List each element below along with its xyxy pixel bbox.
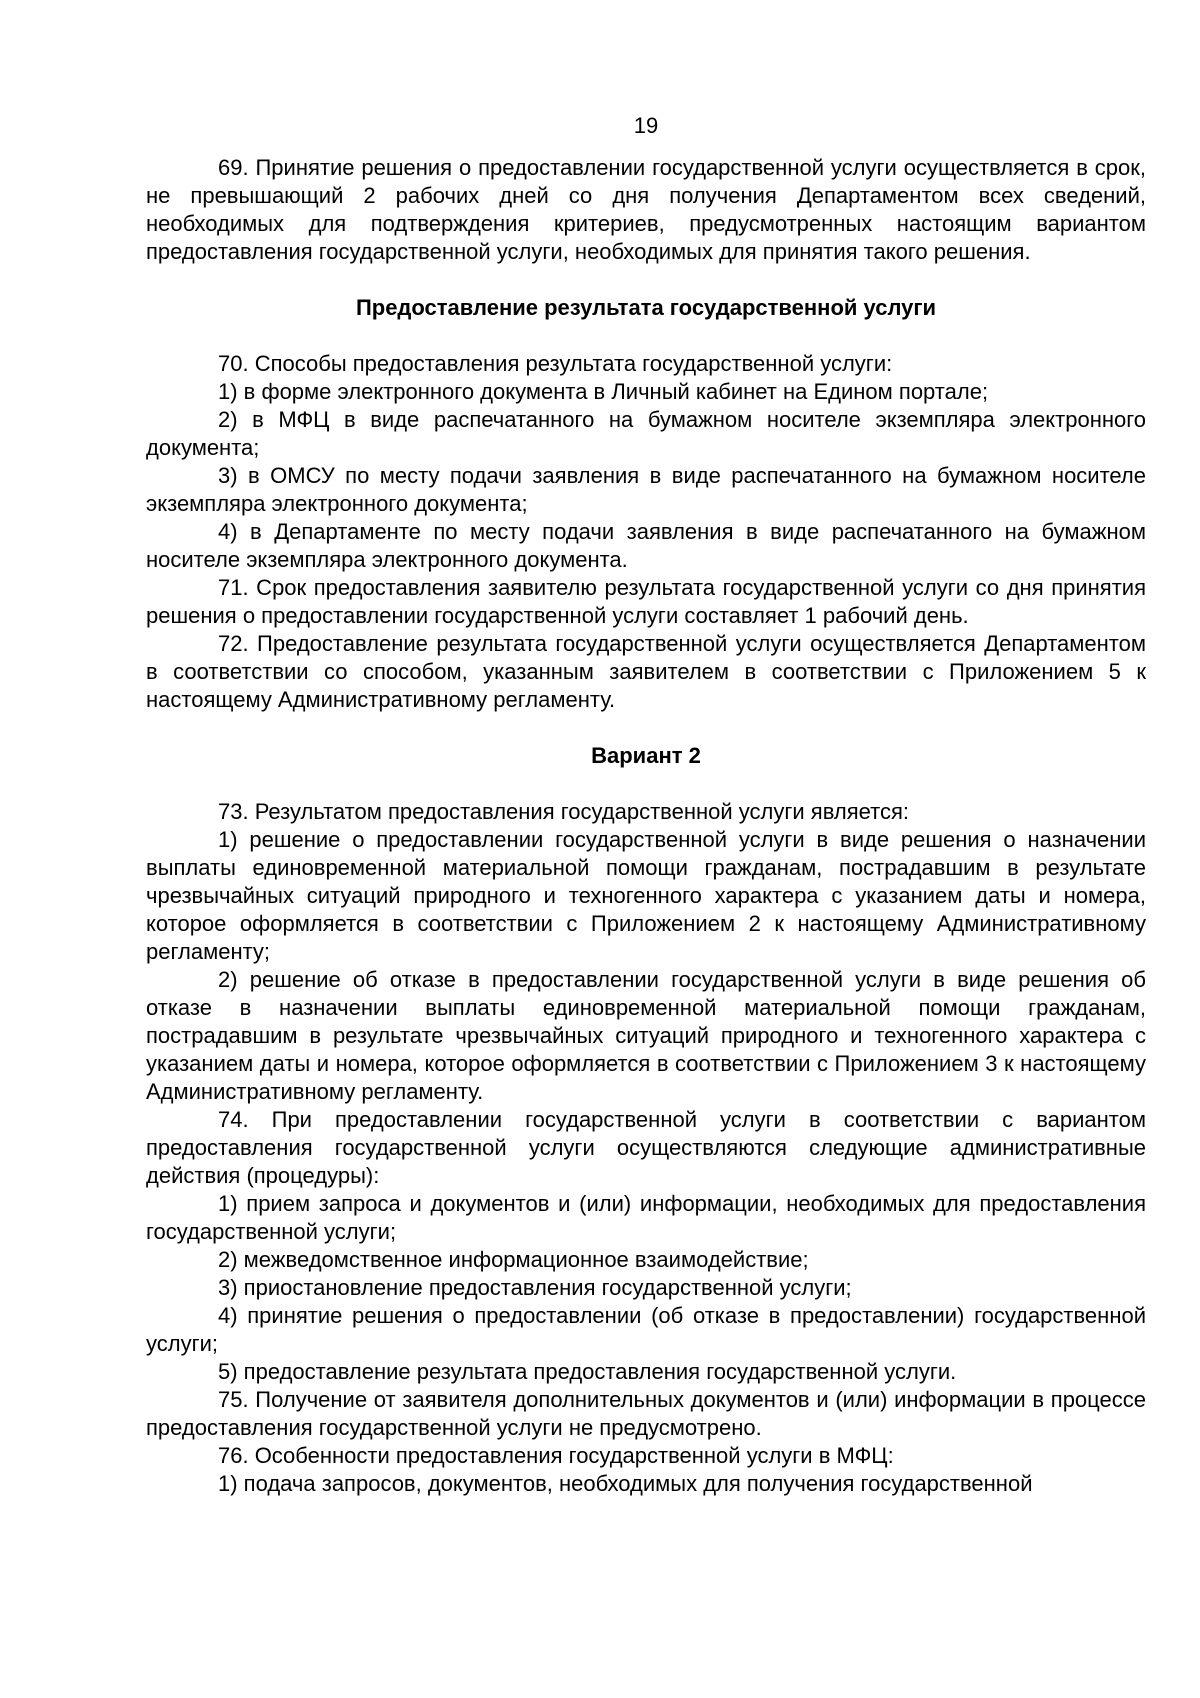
- list-item-73-2: 2) решение об отказе в предоставлении государственной услуги в виде решения об отказе в назначении выплаты единовременной материальной помощи гражданам, пострадавшим в результате чрезвычайных ситуаций природного и техногенного характера с указанием даты и номера, которое оформляется в соответствии с Приложением 3 к настоящему Административному регламенту.: [146, 967, 1146, 1104]
- list-item-70-4: 4) в Департаменте по месту подачи заявления в виде распечатанного на бумажном носителе экземпляра электронного документа.: [146, 519, 1146, 572]
- list-item-76-1: 1) подача запросов, документов, необходимых для получения государственной: [218, 1471, 1033, 1496]
- list-item-70-2: 2) в МФЦ в виде распечатанного на бумажном носителе экземпляра электронного документа;: [146, 407, 1146, 460]
- paragraph-71: 71. Срок предоставления заявителю результата государственной услуги со дня принятия решения о предоставлении государственной услуги составляет 1 рабочий день.: [146, 575, 1146, 628]
- list-item-74-2: 2) межведомственное информационное взаимодействие;: [218, 1247, 809, 1272]
- paragraph-69: 69. Принятие решения о предоставлении государственной услуги осуществляется в срок, не превышающий 2 рабочих дней со дня получения Департаментом всех сведений, необходимых для подтверждения критериев, предусмотренных настоящим вариантом предоставления государственной услуги, необходимых для принятия такого решения.: [146, 155, 1146, 264]
- list-item-74-1: 1) прием запроса и документов и (или) информации, необходимых для предоставления государственной услуги;: [146, 1191, 1146, 1244]
- list-item-74-5: 5) предоставление результата предоставления государственной услуги.: [218, 1359, 957, 1384]
- paragraph-76: 76. Особенности предоставления государственной услуги в МФЦ:: [218, 1443, 894, 1468]
- document-page: [146, 112, 1146, 1498]
- paragraph-72: 72. Предоставление результата государственной услуги осуществляется Департаментом в соответствии со способом, указанным заявителем в соответствии с Приложением 5 к настоящему Административному регламенту.: [146, 631, 1146, 712]
- section-heading-variant-2: Вариант 2: [591, 743, 701, 768]
- section-heading-result: Предоставление результата государственной услуги: [355, 295, 937, 320]
- paragraph-75: 75. Получение от заявителя дополнительных документов и (или) информации в процессе предоставления государственной услуги не предусмотрено.: [146, 1387, 1146, 1440]
- page-number: 19: [633, 113, 659, 138]
- list-item-74-4: 4) принятие решения о предоставлении (об отказе в предоставлении) государственной услуги;: [146, 1303, 1146, 1356]
- list-item-70-1: 1) в форме электронного документа в Личный кабинет на Едином портале;: [218, 379, 989, 404]
- paragraph-73: 73. Результатом предоставления государственной услуги является:: [218, 799, 909, 824]
- paragraph-74: 74. При предоставлении государственной услуги в соответствии с вариантом предоставления государственной услуги осуществляются следующие административные действия (процедуры):: [146, 1107, 1146, 1188]
- list-item-70-3: 3) в ОМСУ по месту подачи заявления в виде распечатанного на бумажном носителе экземпляра электронного документа;: [146, 463, 1146, 516]
- list-item-73-1: 1) решение о предоставлении государственной услуги в виде решения о назначении выплаты единовременной материальной помощи гражданам, пострадавшим в результате чрезвычайных ситуаций природного и техногенного характера с указанием даты и номера, которое оформляется в соответствии с Приложением 2 к настоящему Административному регламенту;: [146, 827, 1146, 964]
- list-item-74-3: 3) приостановление предоставления государственной услуги;: [218, 1275, 852, 1300]
- paragraph-70: 70. Способы предоставления результата государственной услуги:: [218, 351, 893, 376]
